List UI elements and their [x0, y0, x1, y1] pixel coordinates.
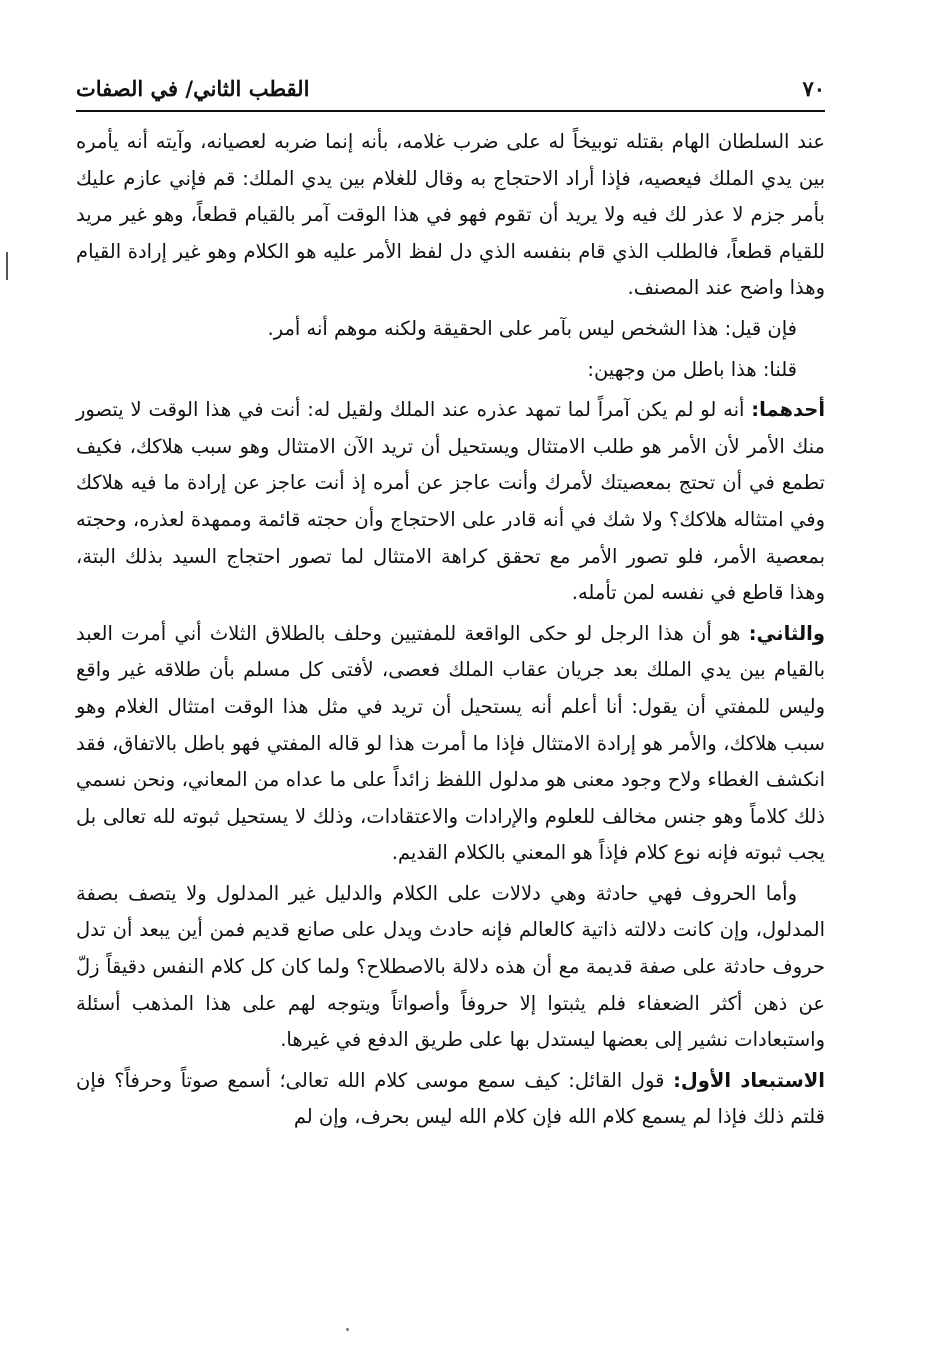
page-number: ٧٠ — [802, 75, 825, 101]
paragraph-text: قول القائل: كيف سمع موسى كلام الله تعالى؛ أسمع صوتاً وحرفاً؟ فإن قلتم ذلك فإذا لم يسمع كلام الله فإن كلام الله ليس بحرف، وإن لم — [76, 1068, 825, 1129]
paragraph-1 — [76, 124, 825, 307]
paragraph-4 — [76, 392, 825, 612]
paragraph-text: قلنا: هذا باطل من وجهين: — [587, 357, 797, 381]
paragraph-6 — [76, 876, 825, 1059]
paragraph-5 — [76, 616, 825, 872]
paragraph-text: أنه لو لم يكن آمراً لما تمهد عذره عند الملك ولقيل له: أنت في هذا الوقت لا يتصور منك الأمر لأن الأمر هو طلب الامتثال ويستحيل أن تريد الآن الامتثال وهو سبب هلاكك، فكيف تطمع في أن تحتج بمعصيتك لأمرك وأنت عاجز عن أمره إذ أنت عاجز عن إرادة ما فيه هلاكك وفي امتثاله هلاكك؟ ولا شك في أنه قادر على الاحتجاج وأن حجته قائمة وممهدة لعذره، وحجته بمعصية الأمر، فلو تصور الأمر مع تحقق كراهة الامتثال لما تصور احتجاج السيد بذلك البتة، وهذا قاطع في نفسه لمن تأمله. — [76, 398, 825, 605]
running-title: القطب الثاني/ في الصفات — [76, 75, 310, 101]
paragraph-text: وأما الحروف فهي حادثة وهي دلالات على الكلام والدليل غير المدلول ولا يتصف بصفة المدلول، وإن كانت دلالته ذاتية كالعالم فإنه حادث ويدل على صانع قديم فمن أين يبعد أن تدل حروف حادثة على صفة قديمة مع أن هذه دلالة بالاصطلاح؟ ولما كان كل كلام النفس دقيقاً زلّ عن ذهن أكثر الضعفاء فلم يثبتوا إلا حروفاً وأصواتاً ويتوجه لهم على هذا المذهب أسئلة واستبعادات نشير إلى بعضها ليستدل بها على طريق الدفع في غيرها. — [76, 881, 825, 1052]
paragraph-3 — [76, 352, 825, 389]
scan-edge-mark — [6, 252, 8, 280]
paragraph-text: هو أن هذا الرجل لو حكى الواقعة للمفتيين وحلف بالطلاق الثلاث أني أمرت العبد بالقيام بين يدي الملك بعد جريان عقاب الملك فعصى، لأفتى كل مسلم بأن طلاقه غير واقع وليس للمفتي أن يقول: أنا أعلم أنه يستحيل أن تريد في مثل هذا الوقت امتثال الغلام وهو سبب هلاكك، والأمر هو إرادة الامتثال فإذا ما أمرت هذا لو قاله المفتي فهو باطل بالاتفاق، فقد انكشف الغطاء ولاح وجود معنى هو مدلول اللفظ زائداً على ما عداه من المعاني، ونحن نسمي ذلك كلاماً وهو جنس مخالف للعلوم والإرادات والاعتقادات، وذلك لا يستحيل ثبوته لله تعالى بل يجب ثبوته فإنه نوع كلام فإذاً هو المعني بالكلام القديم. — [76, 621, 825, 865]
paragraph-text: فإن قيل: هذا الشخص ليس بآمر على الحقيقة ولكنه موهم أنه أمر. — [267, 316, 797, 340]
paragraph-lead: والثاني: — [748, 621, 825, 645]
scan-dot — [346, 1328, 349, 1331]
paragraph-2 — [76, 311, 825, 348]
running-header — [76, 70, 825, 106]
paragraph-text: عند السلطان الهام بقتله توبيخاً له على ضرب غلامه، بأنه إنما ضربه لعصيانه، وآيته أنه يأمره بين يدي الملك فيعصيه، فإذا أراد الاحتجاج به وقال للغلام بين يدي الملك: قم فإني عازم عليك بأمر جزم لا عذر لك فيه ولا يريد أن تقوم فهو في هذا الوقت آمر بالقيام قطعاً، وهو غير مريد للقيام قطعاً، فالطلب الذي قام بنفسه الذي دل لفظ الأمر عليه هو الكلام وهو غير إرادة القيام وهذا واضح عند المصنف. — [76, 130, 825, 300]
paragraph-lead: أحدهما: — [751, 398, 825, 422]
paragraph-lead: الاستبعاد الأول: — [673, 1068, 825, 1092]
body-text — [76, 124, 825, 1140]
paragraph-7 — [76, 1063, 825, 1136]
header-rule — [76, 110, 825, 112]
